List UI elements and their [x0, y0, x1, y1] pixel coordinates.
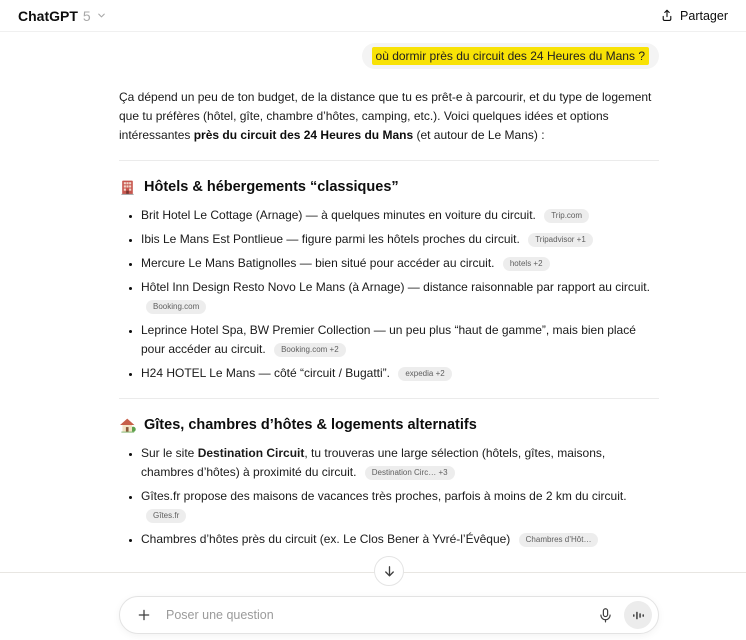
- chevron-down-icon: [96, 10, 107, 21]
- list-item: [141, 321, 659, 359]
- item-text: H24 HOTEL Le Mans — côté “circuit / Bugatti”.: [141, 366, 390, 380]
- composer-divider: [0, 572, 746, 573]
- source-badge[interactable]: Destination Circ… +3: [365, 466, 455, 480]
- list-item: [141, 530, 659, 549]
- hotel-building-icon: [119, 179, 136, 196]
- voice-mode-button[interactable]: [624, 601, 652, 629]
- intro-bold-text: près du circuit des 24 Heures du Mans: [193, 128, 414, 142]
- item-text: Gîtes.fr propose des maisons de vacances très proches, parfois à moins de 2 km du circuit.: [141, 489, 627, 503]
- waveform-icon: [631, 608, 646, 623]
- item-text: Hôtel Inn Design Resto Novo Le Mans (à Arnage) — distance raisonnable par rapport au circuit.: [141, 280, 650, 294]
- list-item: [141, 206, 659, 225]
- model-version: 5: [82, 7, 91, 24]
- dictate-button[interactable]: [593, 603, 617, 627]
- source-badge[interactable]: Tripadvisor +1: [528, 233, 593, 247]
- share-icon: [660, 8, 674, 23]
- source-badge[interactable]: hotels +2: [503, 257, 550, 271]
- source-badge[interactable]: Booking.com +2: [274, 343, 346, 357]
- bottom-bar: [0, 554, 746, 640]
- source-badge[interactable]: Chambres d’Hôt…: [519, 533, 599, 547]
- item-text: Mercure Le Mans Batignolles — bien situé pour accéder au circuit.: [141, 256, 495, 270]
- section-title-gites: [119, 416, 659, 435]
- list-item: [141, 487, 659, 525]
- microphone-icon: [597, 607, 614, 624]
- share-button[interactable]: [656, 6, 732, 25]
- section-title-text: Hôtels & hébergements “classiques”: [144, 179, 399, 195]
- item-text: Leprince Hotel Spa, BW Premier Collection — un peu plus “haut de gamme”, mais bien placé pour accéder au circuit.: [141, 323, 636, 356]
- app-title: ChatGPT: [18, 7, 78, 24]
- assistant-intro-paragraph: [119, 88, 659, 145]
- header: [0, 0, 746, 32]
- item-text: Brit Hotel Le Cottage (Arnage) — à quelques minutes en voiture du circuit.: [141, 208, 536, 222]
- item-text: Ibis Le Mans Est Pontlieue — figure parmi les hôtels proches du circuit.: [141, 232, 520, 246]
- item-bold-text: Destination Circuit: [197, 446, 305, 460]
- message-input[interactable]: [164, 607, 593, 623]
- source-badge[interactable]: expedia +2: [398, 367, 451, 381]
- item-text: Sur le site: [141, 446, 198, 460]
- list-item: [141, 444, 659, 482]
- source-badge[interactable]: Gîtes.fr: [146, 509, 186, 523]
- house-garden-icon: [119, 417, 136, 434]
- message-composer: [119, 596, 659, 634]
- conversation: [119, 43, 659, 592]
- intro-text: Ça dépend un peu de ton budget, de la distance que tu es prêt-e à parcourir, et du type de logement que tu préfères (hôtel, gîte, chambre d’hôtes, camping, etc.). Voici quelques idées et options intéressantes: [119, 90, 652, 142]
- highlighted-user-text: où dormir près du circuit des 24 Heures du Mans ?: [372, 47, 649, 65]
- intro-text-end: (et autour de Le Mans) :: [413, 128, 545, 142]
- share-label: Partager: [680, 8, 728, 23]
- hotel-list: [119, 206, 659, 383]
- user-message-bubble: [362, 43, 659, 69]
- source-badge[interactable]: Booking.com: [146, 300, 206, 314]
- item-text-end: , tu trouveras une large sélection (hôtels, gîtes, maisons, chambres d’hôtes) à proximité du circuit.: [141, 446, 606, 479]
- list-item: [141, 254, 659, 273]
- section-title-text: Gîtes, chambres d’hôtes & logements alternatifs: [144, 417, 477, 433]
- item-text: Chambres d’hôtes près du circuit (ex. Le Clos Bener à Yvré-l’Évêque): [141, 532, 511, 546]
- section-divider: [119, 398, 659, 399]
- attach-button[interactable]: [133, 604, 155, 626]
- scroll-to-bottom-button[interactable]: [374, 556, 404, 586]
- section-title-hotels: [119, 178, 659, 197]
- user-message-row: [119, 43, 659, 69]
- source-badge[interactable]: Trip.com: [544, 209, 589, 223]
- list-item: [141, 278, 659, 316]
- list-item: [141, 230, 659, 249]
- plus-icon: [136, 607, 152, 623]
- section-divider: [119, 160, 659, 161]
- arrow-down-icon: [382, 564, 397, 579]
- list-item: [141, 364, 659, 383]
- model-selector[interactable]: [14, 6, 111, 26]
